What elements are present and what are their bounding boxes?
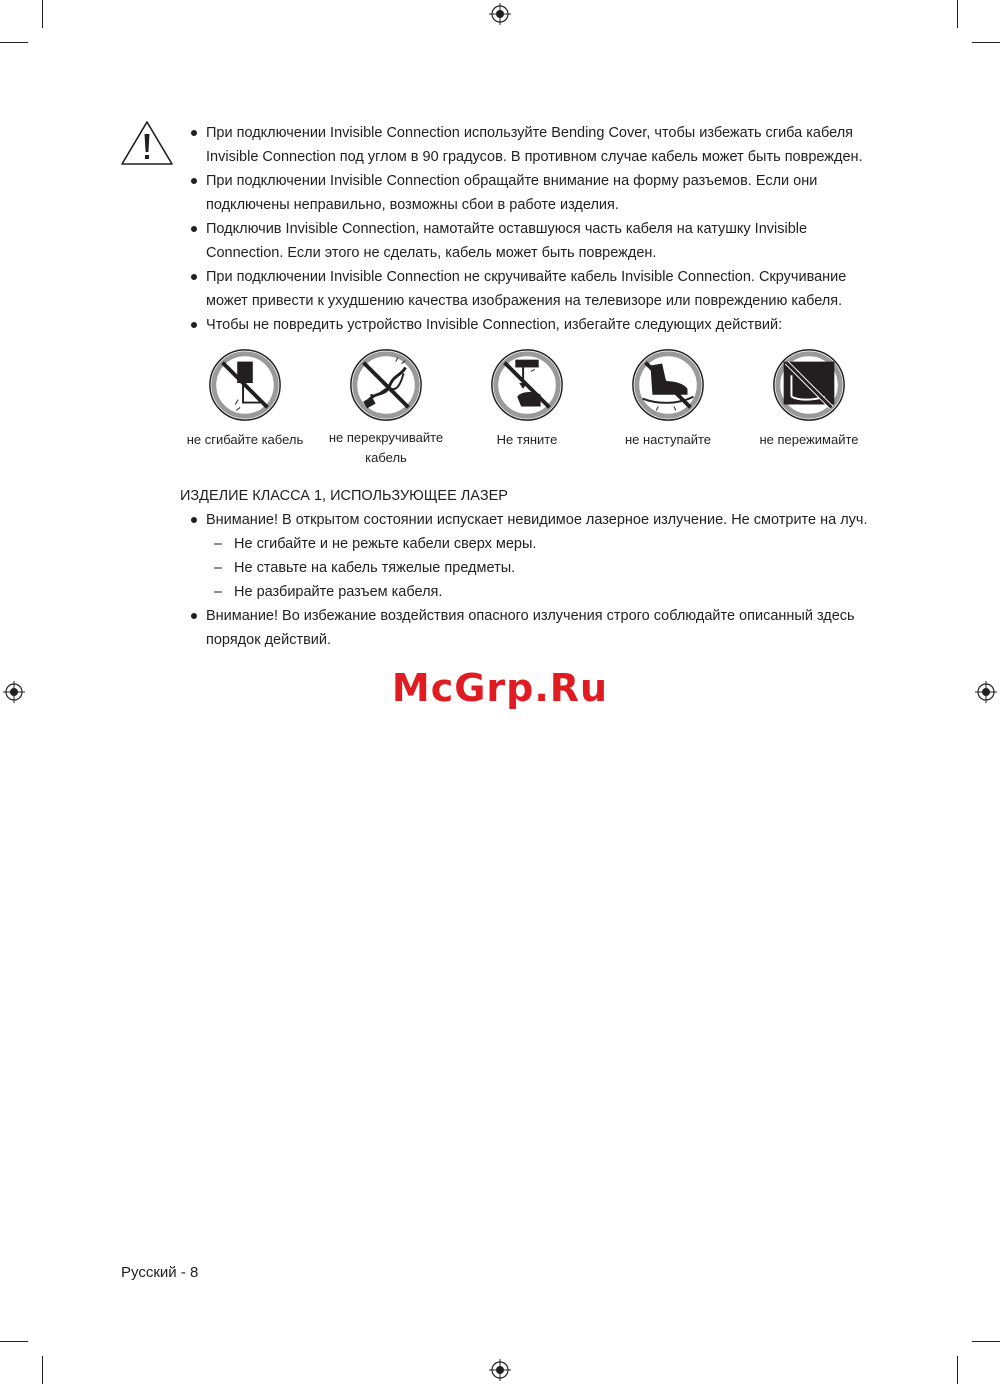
pictogram-row [175,346,880,476]
crop-mark [42,1356,43,1384]
crop-mark [957,0,958,28]
list-item-text: При подключении Invisible Connection используйте Bending Cover, чтобы избежать сгиба кабеля Invisible Connection под углом в 90 градусов. В противном случае кабель может быть поврежден. [206,125,863,165]
watermark: McGrp.Ru [391,666,609,710]
dash-marker: – [214,536,223,552]
crop-mark [957,1356,958,1384]
list-item-text: Подключив Invisible Connection, намотайте оставшуюся часть кабеля на катушку Invisible Connection. Если этого не сделать, кабель может быть поврежден. [206,221,808,261]
page-footer: Русский - 8 [121,1264,199,1281]
pictogram-caption [175,430,315,450]
crop-mark [0,42,28,43]
list-item [180,265,880,313]
caption-text: не перекручивайте кабель [328,430,444,465]
bullet-dot [191,613,197,619]
sub-list-item [180,580,880,604]
list-item [180,604,880,652]
bullet-dot [191,178,197,184]
pictogram-no-pull [457,346,597,447]
crop-mark [972,42,1000,43]
no-bend-cable-icon [206,346,284,424]
laser-sub-list [206,532,880,604]
no-twist-cable-icon [347,346,425,424]
pictogram-no-pinch [739,346,879,447]
laser-list [180,508,880,652]
list-item-text: При подключении Invisible Connection не скручивайте кабель Invisible Connection. Скручивание может привести к ухудшению качества изображения на телевизоре или повреждению кабеля. [206,269,847,309]
bullet-dot [191,274,197,280]
caption-text: не пережимайте [759,432,859,447]
pictogram-no-step [598,346,738,447]
sub-item-text: Не разбирайте разъем кабеля. [234,584,443,600]
list-item-text: Чтобы не повредить устройство Invisible Connection, избегайте следующих действий: [206,317,783,333]
caution-list [180,121,880,337]
list-item [180,121,880,169]
sub-item-text: Не ставьте на кабель тяжелые предметы. [234,560,516,576]
list-item-text: Внимание! Во избежание воздействия опасного излучения строго соблюдайте описанный здесь порядок действий. [206,608,855,648]
caption-text: не сгибайте кабель [186,432,304,447]
warning-triangle-icon [120,120,174,166]
crop-mark [42,0,43,28]
list-item [180,169,880,217]
bullet-dot [191,226,197,232]
no-pinch-icon [770,346,848,424]
pictogram-caption [457,430,597,450]
crop-mark [972,1341,1000,1342]
bullet-dot [191,517,197,523]
list-item [180,508,880,604]
no-step-icon [629,346,707,424]
registration-mark-icon [489,1359,511,1381]
pictogram-no-twist [316,346,456,465]
sub-item-text: Не сгибайте и не режьте кабели сверх меры. [234,536,537,552]
caption-text: не наступайте [624,432,712,447]
crop-mark [0,1341,28,1342]
laser-section-title: ИЗДЕЛИЕ КЛАССА 1, ИСПОЛЬЗУЮЩЕЕ ЛАЗЕР [180,488,508,504]
bullet-dot [191,322,197,328]
registration-mark-icon [489,3,511,25]
pictogram-caption [598,430,738,450]
pictogram-caption [739,430,879,450]
list-item-text: При подключении Invisible Connection обращайте внимание на форму разъемов. Если они подключены неправильно, возможны сбои в работе изделия. [206,173,818,213]
pictogram-no-bend [175,346,315,447]
caption-text: Не тяните [496,432,558,447]
dash-marker: – [214,560,223,576]
list-item-text: Внимание! В открытом состоянии испускает невидимое лазерное излучение. Не смотрите на луч. [206,512,868,528]
no-pull-icon [488,346,566,424]
sub-list-item [180,556,880,580]
list-item [180,313,880,337]
list-item [180,217,880,265]
sub-list-item [180,532,880,556]
pictogram-caption [316,428,456,468]
bullet-dot [191,130,197,136]
dash-marker: – [214,584,223,600]
